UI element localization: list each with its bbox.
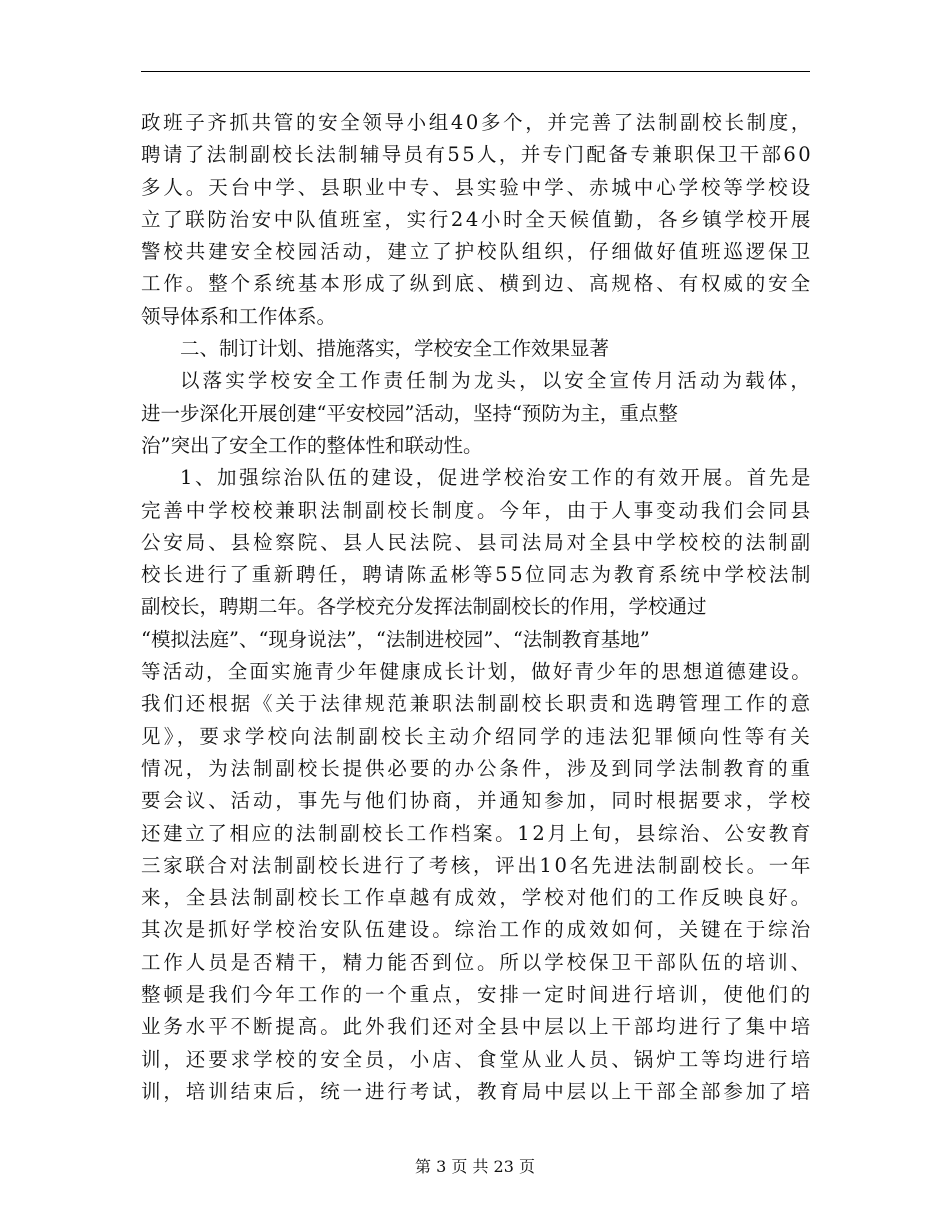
text-line: 治”突出了安全工作的整体性和联动性。 xyxy=(141,433,483,457)
text-line: 情况，为法制副校长提供必要的办公条件，涉及到同学法制教育的重 xyxy=(141,756,813,780)
text-line: 来，全县法制副校长工作卓越有成效，学校对他们的工作反映良好。 xyxy=(141,886,813,910)
text-line: 我们还根据《关于法律规范兼职法制副校长职责和选聘管理工作的意 xyxy=(141,692,813,716)
text-line: 要会议、活动，事先与他们协商，并通知参加，同时根据要求，学校 xyxy=(141,789,813,813)
text-line: 以落实学校安全工作责任制为龙头，以安全宣传月活动为载体， xyxy=(180,369,813,393)
page-footer: 第 3 页 共 23 页 xyxy=(415,1157,535,1176)
text-line: 公安局、县检察院、县人民法院、县司法局对全县中学校校的法制副 xyxy=(141,530,813,554)
text-line: 领导体系和工作体系。 xyxy=(141,304,337,328)
text-line: 还建立了相应的法制副校长工作档案。12月上旬，县综治、公安教育 xyxy=(141,821,813,845)
text-line: 政班子齐抓共管的安全领导小组40多个，并完善了法制副校长制度， xyxy=(141,111,813,134)
text-line: 整顿是我们今年工作的一个重点，安排一定时间进行培训，使他们的 xyxy=(141,983,813,1007)
text-line: 三家联合对法制副校长进行了考核，评出10名先进法制副校长。一年 xyxy=(141,853,813,877)
text-line: 二、制订计划、措施落实，学校安全工作效果显著 xyxy=(180,337,610,361)
text-line: 多人。天台中学、县职业中专、县实验中学、赤城中心学校等学校设 xyxy=(141,175,813,199)
text-line: 业务水平不断提高。此外我们还对全县中层以上干部均进行了集中培 xyxy=(141,1015,813,1039)
header-rule xyxy=(141,71,810,72)
text-line: 副校长，聘期二年。各学校充分发挥法制副校长的作用，学校通过 xyxy=(141,595,707,619)
text-line: 等活动，全面实施青少年健康成长计划，做好青少年的思想道德建设。 xyxy=(141,660,813,684)
text-line: “模拟法庭”、“现身说法”，“法制进校园”、“法制教育基地” xyxy=(141,627,650,651)
text-line: 训，培训结束后，统一进行考试，教育局中层以上干部全部参加了培 xyxy=(141,1079,813,1103)
text-line: 工作人员是否精干，精力能否到位。所以学校保卫干部队伍的培训、 xyxy=(141,950,813,974)
text-line: 进一步深化开展创建“平安校园”活动，坚持“预防为主，重点整 xyxy=(141,401,678,425)
text-line: 警校共建安全校园活动，建立了护校队组织，仔细做好值班巡逻保卫 xyxy=(141,240,813,264)
text-line: 立了联防治安中队值班室，实行24小时全天候值勤，各乡镇学校开展 xyxy=(141,207,813,231)
text-line: 完善中学校校兼职法制副校长制度。今年，由于人事变动我们会同县 xyxy=(141,498,813,522)
text-line: 其次是抓好学校治安队伍建设。综治工作的成效如何，关键在于综治 xyxy=(141,918,813,942)
text-line: 训，还要求学校的安全员，小店、食堂从业人员、锅炉工等均进行培 xyxy=(141,1047,813,1071)
text-line: 1、加强综治队伍的建设，促进学校治安工作的有效开展。首先是 xyxy=(180,466,813,490)
body-text xyxy=(141,107,813,1108)
text-line: 见》，要求学校向法制副校长主动介绍同学的违法犯罪倾向性等有关 xyxy=(141,724,813,748)
text-line: 校长进行了重新聘任，聘请陈孟彬等55位同志为教育系统中学校法制 xyxy=(141,563,813,587)
text-line: 聘请了法制副校长法制辅导员有55人，并专门配备专兼职保卫干部60 xyxy=(141,143,813,167)
text-line: 工作。整个系统基本形成了纵到底、横到边、高规格、有权威的安全 xyxy=(141,272,813,296)
